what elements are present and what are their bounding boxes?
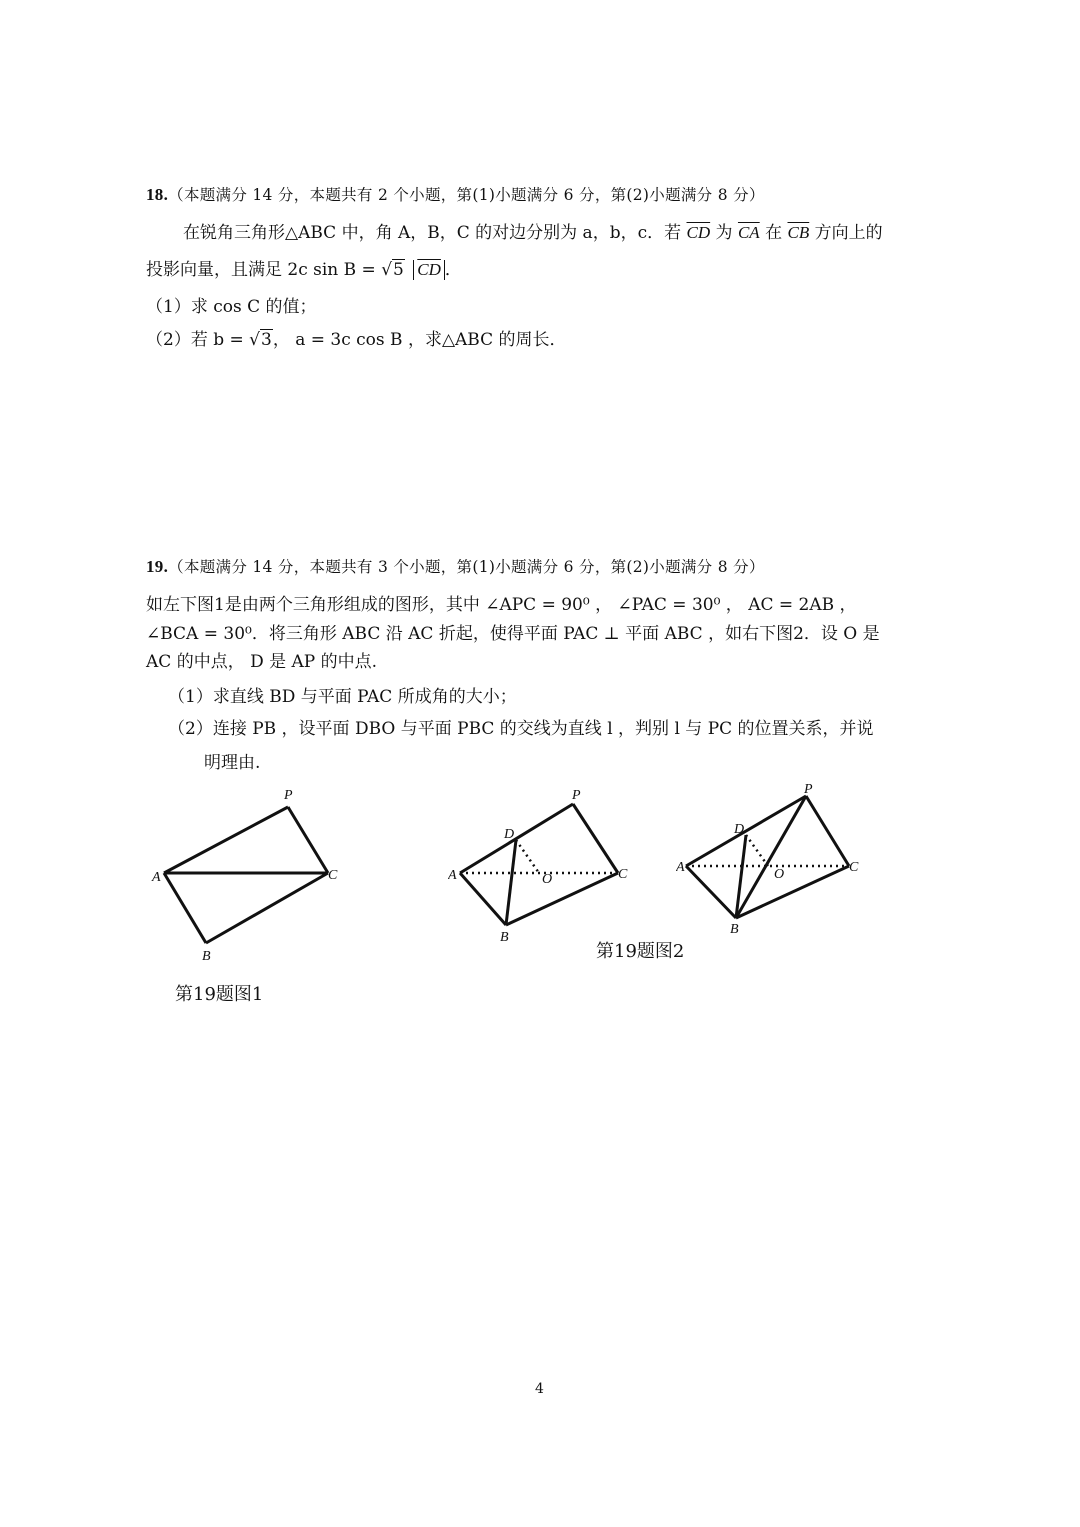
edge-ap: [460, 804, 573, 873]
q19-score-note: （本题满分 14 分，本题共有 3 个小题，第(1)小题满分 6 分，第(2)小题满分 8 分）: [168, 558, 765, 576]
figure-2a: [448, 785, 638, 945]
label-b: B: [730, 922, 739, 937]
q19-header: [146, 555, 765, 577]
label-p: P: [804, 782, 813, 797]
edge-bc: [736, 866, 849, 918]
sqrt5-radicand: 5: [393, 260, 404, 280]
figure-1-caption: 第19题图1: [175, 984, 264, 1005]
edge-do-hidden: [516, 840, 539, 873]
edge-bc: [206, 873, 328, 943]
q19-number: 19.: [146, 557, 169, 576]
label-a: A: [676, 860, 685, 875]
q19-line3: AC 的中点， D 是 AP 的中点.: [146, 652, 378, 672]
label-o: O: [542, 872, 553, 887]
q19-part1: （1）求直线 BD 与平面 PAC 所成角的大小；: [168, 687, 517, 707]
label-c: C: [849, 860, 859, 875]
vector-ca: $\overline{CA}$: [737, 223, 760, 242]
edge-ab: [164, 873, 206, 943]
edge-bd: [506, 840, 516, 925]
vector-cd: $\overline{CD}$: [686, 223, 711, 242]
q18-line1-tail: 方向上的: [814, 223, 883, 243]
vector-cd-abs: $\overline{CD}$: [417, 260, 441, 279]
label-c: C: [618, 867, 628, 882]
q18-line1-text: 在锐角三角形△ABC 中，角 A，B，C 的对边分别为 a，b，c．若: [183, 223, 682, 243]
edge-ap: [686, 796, 806, 866]
q19-part2-line2: 明理由.: [204, 753, 261, 773]
q18-word-wei: 为: [715, 223, 733, 243]
q18-number: 18.: [146, 185, 169, 204]
edge-do-hidden: [746, 835, 768, 866]
edge-ap: [164, 807, 288, 873]
q18-part2-head: （2）若 b =: [146, 330, 250, 350]
edge-pc: [573, 804, 618, 873]
figure-2-caption: 第19题图2: [596, 941, 685, 962]
edge-ab: [460, 873, 506, 925]
q18-score-note: （本题满分 14 分，本题共有 2 个小题，第(1)小题满分 6 分，第(2)小题满分 8 分）: [168, 186, 765, 204]
label-a: A: [152, 870, 161, 885]
label-d: D: [504, 827, 515, 842]
vector-cb: $\overline{CB}$: [787, 223, 810, 242]
edge-pc: [806, 796, 849, 866]
q18-line2: [146, 255, 462, 280]
q18-word-zai: 在: [765, 223, 783, 243]
sqrt3-radicand: 3: [261, 330, 272, 350]
q18-part2: [146, 325, 567, 350]
label-c: C: [328, 868, 338, 883]
sqrt-symbol: √: [381, 260, 393, 280]
label-a: A: [448, 868, 457, 883]
edge-bc: [506, 873, 618, 925]
page-number: 4: [535, 1381, 544, 1397]
label-p: P: [572, 788, 581, 803]
edge-ab: [686, 866, 736, 918]
q18-line2-tail: ．: [444, 260, 462, 280]
label-p: P: [284, 788, 293, 803]
q18-part2-tail: ， a = 3c cos B ，求△ABC 的周长．: [272, 330, 567, 350]
q19-line2: ∠BCA = 30⁰．将三角形 ABC 沿 AC 折起，使得平面 PAC ⊥ 平面 ABC ，如右下图2．设 O 是: [146, 624, 880, 644]
q19-line1: 如左下图1是由两个三角形组成的图形，其中 ∠APC = 90⁰ ， ∠PAC = 30⁰ ， AC = 2AB ，: [146, 595, 857, 615]
q18-line1: [183, 218, 883, 243]
q18-header: [146, 183, 765, 205]
edge-pc: [288, 807, 328, 873]
label-b: B: [202, 949, 211, 964]
q18-part1: （1）求 cos C 的值；: [146, 297, 317, 317]
label-o: O: [774, 867, 785, 882]
figure-2b: [676, 778, 866, 943]
figure-1: [150, 785, 350, 965]
label-b: B: [500, 930, 509, 945]
edge-pb: [736, 796, 806, 918]
q18-line2-head: 投影向量，且满足 2c sin B =: [146, 260, 382, 280]
sqrt-symbol: √: [249, 330, 260, 350]
label-d: D: [734, 822, 745, 837]
q19-part2-line1: （2）连接 PB ，设平面 DBO 与平面 PBC 的交线为直线 l ，判别 l 与 PC 的位置关系，并说: [168, 719, 874, 739]
